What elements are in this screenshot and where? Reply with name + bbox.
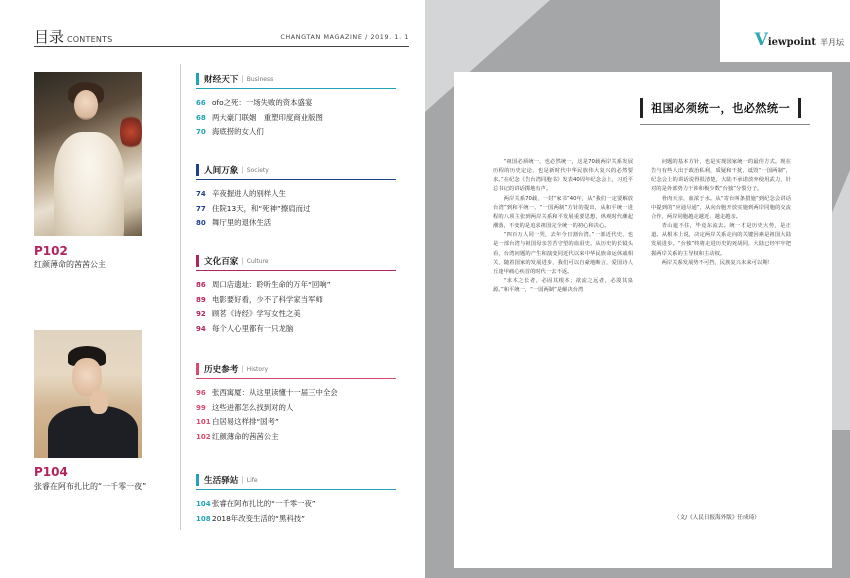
section-separator: |: [241, 257, 244, 265]
section-title-en: Life: [246, 476, 258, 484]
paragraph: “祖国必须统一，也必然统一，这是70载两岸关系发展历程的历史定论，也是新时代中华民族伟大复兴的必然要求。”在纪念《告台湾同胞书》发表40周年纪念会上，习近平总书记的讲话掷地有声。: [493, 159, 633, 193]
section-color-bar: [196, 474, 199, 486]
toc-title-en: CONTENTS: [67, 35, 113, 44]
toc-entry-title: 张西寓厦：从这里读懂十一届三中全会: [212, 388, 338, 397]
toc-entry-title: 周口店遗址：聆听生命的万年“回响”: [212, 280, 331, 289]
toc-entry[interactable]: [196, 402, 396, 417]
article-card: [454, 72, 832, 568]
section-separator: |: [241, 365, 244, 373]
toc-entry[interactable]: [196, 97, 396, 112]
toc-entry[interactable]: [196, 308, 396, 323]
actor-portrait-image[interactable]: [34, 330, 142, 458]
section-title-zh: 文化百家: [204, 257, 239, 267]
section-title[interactable]: [196, 163, 396, 177]
section-separator: |: [241, 166, 244, 174]
section-title[interactable]: [196, 362, 396, 376]
toc-entry[interactable]: [196, 498, 396, 513]
toc-entry-title: 两大豪门联姻 重塑印度商业版图: [212, 112, 323, 122]
section-title[interactable]: [196, 72, 396, 86]
toc-page-number: 70: [196, 128, 206, 137]
toc-entry-title: 电影要好看，少不了科学家当军师: [212, 294, 323, 304]
toc-entry-title: 白居易这样排“国考”: [212, 417, 279, 427]
section-title-en: Society: [246, 166, 269, 174]
toc-section: [196, 163, 396, 232]
toc-entry-title: 辛夜握进人的别样人生: [212, 189, 286, 198]
section-rule: [196, 179, 396, 180]
toc-title: 目录: [34, 28, 65, 46]
article-title-block: [640, 98, 801, 118]
toc-page-number: 92: [196, 310, 206, 319]
toc-section: [196, 362, 396, 445]
paragraph: 两岸关系70载，一封“家书”40年，从“我们一定要解放台湾”到和平统一、“一国两制”方针的提出，从和平统一进程的八项主张到两岸关系和平发展重要思想，纵观时代潮起潮落，不变的是追求祖国完全统一的初心和决心。: [493, 195, 633, 230]
toc-list: [196, 498, 396, 527]
section-separator: |: [241, 476, 244, 484]
column-divider: [180, 64, 181, 530]
toc-list: [196, 188, 396, 232]
logo-v: V: [754, 30, 768, 50]
section-color-bar: [196, 255, 199, 267]
toc-entry[interactable]: [196, 294, 396, 309]
magazine-header: CHANGTAN MAGAZINE / 2019. 1. 1: [280, 33, 409, 41]
paragraph: “求木之长者，必固其根本；欲流之远者，必浚其泉源。”和平统一，“一国两制”是解决台湾: [493, 278, 633, 294]
toc-entry-title: 张睿在阿布扎比的“一千零一夜”: [212, 499, 316, 508]
toc-section: [196, 72, 396, 141]
paragraph: 骨肉天亲，血浓于水。从“寄台叫条措施”到纪念会讲话中提到的“应通尽通”，从向台胞开放实施到两岸同胞的交流合作，两岸同胞越走越近、越走越亲。: [651, 195, 791, 220]
viewpoint-logo: [755, 30, 844, 50]
logo-zh: 半月坛: [820, 38, 844, 47]
toc-entry[interactable]: [196, 323, 396, 338]
paragraph: “四百万人同一哭，去年今日割台湾。”一部近代史，也是一部台湾与祖国母亲苦苦守望的血泪史。从历史的长镜头看，台湾问题的产生和演变同近代以来中华民族命运休戚相关，随着国家的发展进步，我们可以自豪地断言，爱国诗人丘逢甲痛心疾首的时代一去不返。: [493, 232, 633, 275]
section-title[interactable]: [196, 254, 396, 268]
toc-page-number: 68: [196, 113, 206, 122]
toc-entry-title: 2018年改变生活的“黑科技”: [212, 513, 305, 523]
logo-box: [720, 0, 850, 62]
toc-entry[interactable]: [196, 126, 396, 141]
section-title-en: History: [246, 365, 269, 373]
toc-page-number: 74: [196, 190, 206, 198]
section-title-en: Culture: [246, 257, 269, 265]
feature2-page-number: P104: [34, 465, 68, 479]
toc-entry-title: 顾茗《诗经》学写女性之美: [212, 309, 301, 319]
toc-heading: [34, 26, 112, 47]
toc-entry[interactable]: [196, 513, 396, 528]
toc-page-number: 80: [196, 219, 206, 228]
logo-rest: iewpoint: [767, 37, 816, 48]
title-bar-left: [640, 98, 643, 118]
toc-entry[interactable]: [196, 387, 396, 402]
toc-page-number: 77: [196, 204, 206, 213]
toc-section: [196, 254, 396, 337]
paragraph: 青山遮不住，毕竟东流去。统一才是历史大势，是正道。从根本上说，决定两岸关系走向的关键因素是祖国大陆发展进步。“台独”终将走进历史的死胡同，大陆已经牢牢把握两岸关系的主导权和主动权。: [651, 223, 791, 257]
section-rule: [196, 270, 396, 271]
toc-page-number: 102: [196, 432, 211, 441]
title-bar-right: [798, 98, 801, 118]
toc-entry-title: 每个人心里都有一只龙脑: [212, 323, 294, 333]
toc-page-number: 86: [196, 281, 206, 289]
toc-page-number: 66: [196, 99, 206, 107]
section-title-zh: 生活驿站: [204, 476, 239, 486]
section-color-bar: [196, 363, 199, 375]
toc-page-number: 108: [196, 514, 211, 523]
paragraph: 两岸关系发展势不可挡，民族复兴未来可以期！: [661, 259, 773, 266]
toc-entry[interactable]: [196, 203, 396, 218]
toc-entry[interactable]: [196, 279, 396, 294]
section-separator: |: [241, 75, 244, 83]
toc-list: [196, 97, 396, 141]
feature1-caption[interactable]: 红颜薄命的茜茜公主: [34, 260, 106, 269]
section-title-zh: 财经天下: [204, 75, 239, 85]
section-title-en: Business: [246, 75, 274, 83]
toc-page-number: 101: [196, 418, 211, 427]
toc-entry[interactable]: [196, 431, 396, 446]
title-rule: [640, 124, 810, 125]
paragraph: 问题的基本方针，也是实现国家统一的最佳方式。现在告与有些人出于政治私利，质疑和干扰，诋毁“一国两制”，纪念会上的讲话说得很清楚，大陆不承诺放弃使用武力，针对的是外部势力干涉和极少数“台独”分裂分子。: [651, 159, 791, 193]
section-color-bar: [196, 164, 199, 176]
toc-page-number: 94: [196, 324, 206, 333]
toc-page-number: 96: [196, 389, 206, 397]
section-rule: [196, 88, 396, 89]
section-title-zh: 人间万象: [204, 166, 239, 176]
article-column-right: [651, 158, 791, 268]
toc-entry[interactable]: [196, 416, 396, 431]
header-rule: [34, 46, 409, 47]
section-title[interactable]: [196, 473, 396, 487]
section-rule: [196, 489, 396, 490]
toc-entry-title: 海底捞的女人们: [212, 127, 264, 137]
section-color-bar: [196, 73, 199, 85]
toc-section: [196, 473, 396, 527]
feature2-caption[interactable]: 张睿在阿布扎比的“一千零一夜”: [34, 482, 147, 491]
toc-page-number: 89: [196, 295, 206, 304]
section-title-zh: 历史参考: [204, 365, 239, 375]
section-rule: [196, 378, 396, 379]
toc-page-number: 99: [196, 403, 206, 412]
article-column-left: [493, 158, 633, 295]
feature1-page-number: P102: [34, 244, 68, 258]
toc-entry[interactable]: [196, 217, 396, 232]
toc-entry-title: 红颜薄命的茜茜公主: [212, 431, 279, 441]
toc-entry[interactable]: [196, 188, 396, 203]
article-title: 祖国必须统一，也必然统一: [651, 102, 791, 115]
toc-entry-title: ofo之死：一场失败的资本盛宴: [212, 98, 313, 107]
toc-entry-title: 舞厅里的退休生活: [212, 218, 272, 228]
article-page: [425, 0, 850, 578]
toc-list: [196, 387, 396, 445]
toc-entry-title: 住院13天，和“死神”擦肩而过: [212, 203, 311, 213]
article-attribution: （文/《人民日报海外版》任成琦）: [674, 515, 760, 521]
toc-entry-title: 这些迸都怎么找到对的人: [212, 402, 294, 412]
toc-list: [196, 279, 396, 337]
toc-page-number: 104: [196, 500, 211, 508]
empress-portrait-image[interactable]: [34, 72, 142, 236]
toc-entry[interactable]: [196, 112, 396, 127]
